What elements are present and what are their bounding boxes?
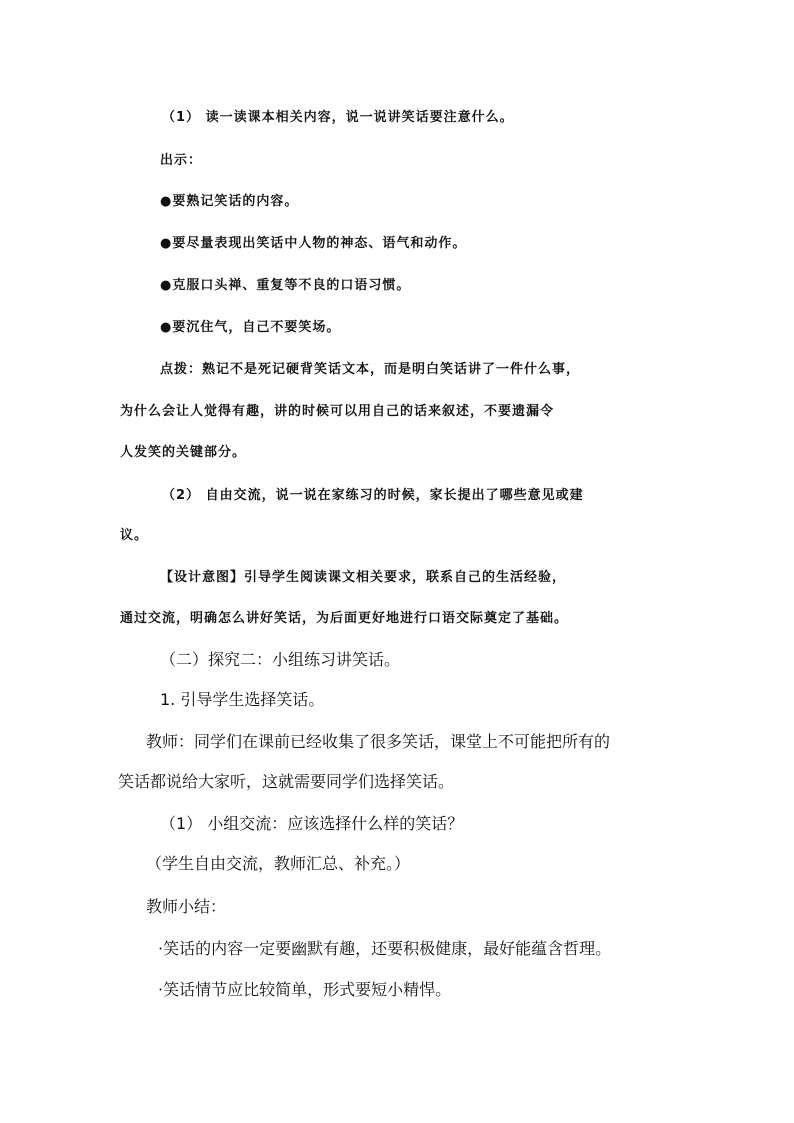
student-note: （学生自由交流，教师汇总、补充。） [146, 854, 411, 873]
bullet-icon: ● [160, 236, 173, 251]
list-item-text: 要尽量表现出笑话中人物的神态、语气和动作。 [172, 236, 467, 251]
summary-label: 教师小结： [146, 897, 227, 916]
list-item-text: 笑话的内容一定要幽默有趣，还要积极健康，最好能蕴含哲理。 [163, 939, 612, 958]
teacher-line-1: 教师：同学们在课前已经收集了很多笑话，课堂上不可能把所有的 [146, 732, 611, 751]
dot-icon: · [158, 939, 164, 958]
bullet-icon: ● [160, 278, 173, 293]
list-item-text: 笑话情节应比较简单，形式要短小精悍。 [163, 980, 452, 999]
list-item [0, 190, 794, 214]
step-1-text: 1. 引导学生选择笑话。 [160, 690, 325, 709]
dot-icon: · [158, 980, 164, 999]
list-item-text: 克服口头禅、重复等不良的口语习惯。 [172, 278, 411, 293]
section-2-heading: （二）探究二：小组练习讲笑话。 [160, 650, 401, 669]
tip-line-1: 点拨：熟记不是死记硬背笑话文本，而是明白笑话讲了一件什么事， [160, 362, 581, 377]
item-2-line-1: （2） 自由交流，说一说在家练习的时候，家长提出了哪些意见或建 [162, 488, 584, 503]
list-item [0, 232, 794, 256]
tip-line-2: 为什么会让人觉得有趣，讲的时候可以用自己的话来叙述，不要遗漏令 [120, 404, 555, 419]
show-label: 出示： [160, 153, 203, 168]
list-item-text: 要沉住气，自己不要笑场。 [172, 320, 341, 335]
teacher-line-2: 笑话都说给大家听，这就需要同学们选择笑话。 [118, 772, 455, 791]
list-item [0, 316, 794, 340]
tip-line-3: 人发笑的关键部分。 [120, 445, 247, 460]
bullet-icon: ● [160, 320, 173, 335]
group-exchange-item: （1） 小组交流：应该选择什么样的笑话？ [160, 814, 464, 833]
bullet-icon: ● [160, 194, 173, 209]
list-item [0, 937, 794, 961]
list-item [0, 978, 794, 1002]
design-intent-line-1: 【设计意图】引导学生阅读课文相关要求，联系自己的生活经验， [160, 570, 567, 585]
item-1-read-text: （1） 读一读课本相关内容，说一说讲笑话要注意什么。 [162, 110, 514, 125]
design-intent-line-2: 通过交流，明确怎么讲好笑话，为后面更好地进行口语交际奠定了基础。 [120, 611, 569, 626]
list-item-text: 要熟记笑话的内容。 [172, 194, 299, 209]
list-item [0, 274, 794, 298]
item-2-line-2: 议。 [120, 528, 149, 543]
